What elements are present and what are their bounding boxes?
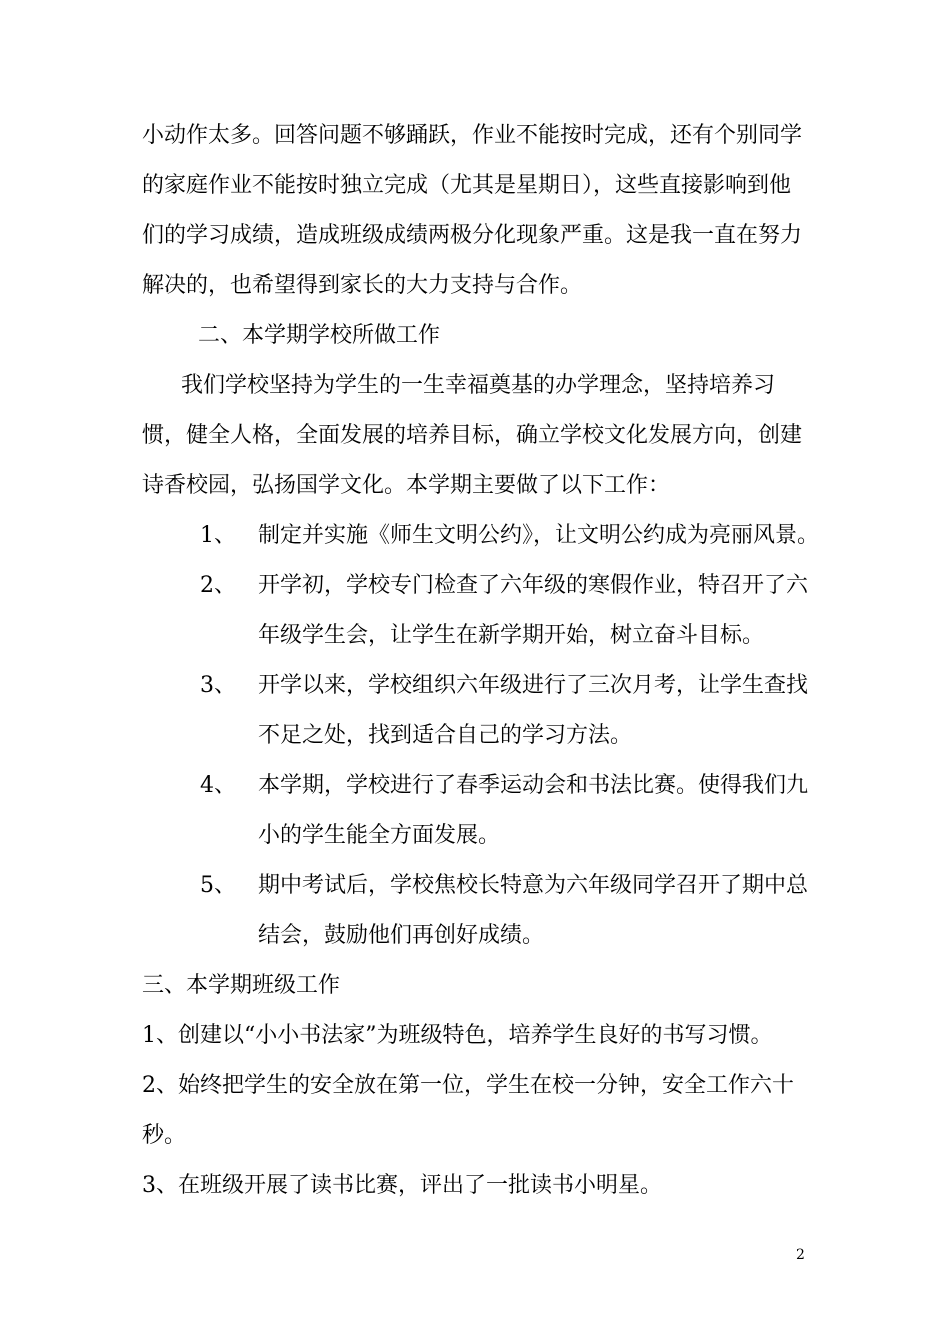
list-item-number: 3、 <box>200 673 236 698</box>
list-item-text: 不足之处，找到适合自己的学习方法。 <box>258 723 633 748</box>
paragraph-line: 诗香校园，弘扬国学文化。本学期主要做了以下工作： <box>142 473 671 498</box>
list-item-text: 年级学生会，让学生在新学期开始，树立奋斗目标。 <box>258 623 765 648</box>
paragraph-line: 小动作太多。回答问题不够踊跃，作业不能按时完成，还有个别同学 <box>142 123 803 148</box>
paragraph-line: 惯，健全人格，全面发展的培养目标，确立学校文化发展方向，创建 <box>142 423 803 448</box>
paragraph-line: 2、始终把学生的安全放在第一位，学生在校一分钟，安全工作六十 <box>142 1073 794 1098</box>
paragraph-line: 秒。 <box>142 1123 187 1148</box>
paragraph-line: 解决的，也希望得到家长的大力支持与合作。 <box>142 273 583 298</box>
list-item-number: 2、 <box>200 573 236 598</box>
list-item-text: 本学期，学校进行了春季运动会和书法比赛。使得我们九 <box>258 773 809 798</box>
list-item-text: 开学初，学校专门检查了六年级的寒假作业，特召开了六 <box>258 573 809 598</box>
paragraph-line: 的家庭作业不能按时独立完成（尤其是星期日），这些直接影响到他 <box>142 173 792 198</box>
paragraph-line: 们的学习成绩，造成班级成绩两极分化现象严重。这是我一直在努力 <box>142 223 803 248</box>
list-item-number: 1、 <box>200 523 236 548</box>
paragraph-line: 1、创建以“小小书法家”为班级特色，培养学生良好的书写习惯。 <box>142 1023 773 1048</box>
paragraph-line: 3、在班级开展了读书比赛，评出了一批读书小明星。 <box>142 1173 662 1198</box>
section-heading: 二、本学期学校所做工作 <box>198 323 441 348</box>
list-item-text: 开学以来，学校组织六年级进行了三次月考，让学生查找 <box>258 673 809 698</box>
list-item-text: 制定并实施《师生文明公约》，让文明公约成为亮丽风景。 <box>258 523 820 548</box>
section-heading: 三、本学期班级工作 <box>142 973 341 998</box>
page-number: 2 <box>796 1247 805 1263</box>
list-item-text: 小的学生能全方面发展。 <box>258 823 501 848</box>
list-item-number: 5、 <box>200 873 236 898</box>
list-item-number: 4、 <box>200 773 236 798</box>
list-item-text: 期中考试后，学校焦校长特意为六年级同学召开了期中总 <box>258 873 809 898</box>
list-item-text: 结会，鼓励他们再创好成绩。 <box>258 923 545 948</box>
paragraph-line: 我们学校坚持为学生的一生幸福奠基的办学理念，坚持培养习 <box>181 373 776 398</box>
